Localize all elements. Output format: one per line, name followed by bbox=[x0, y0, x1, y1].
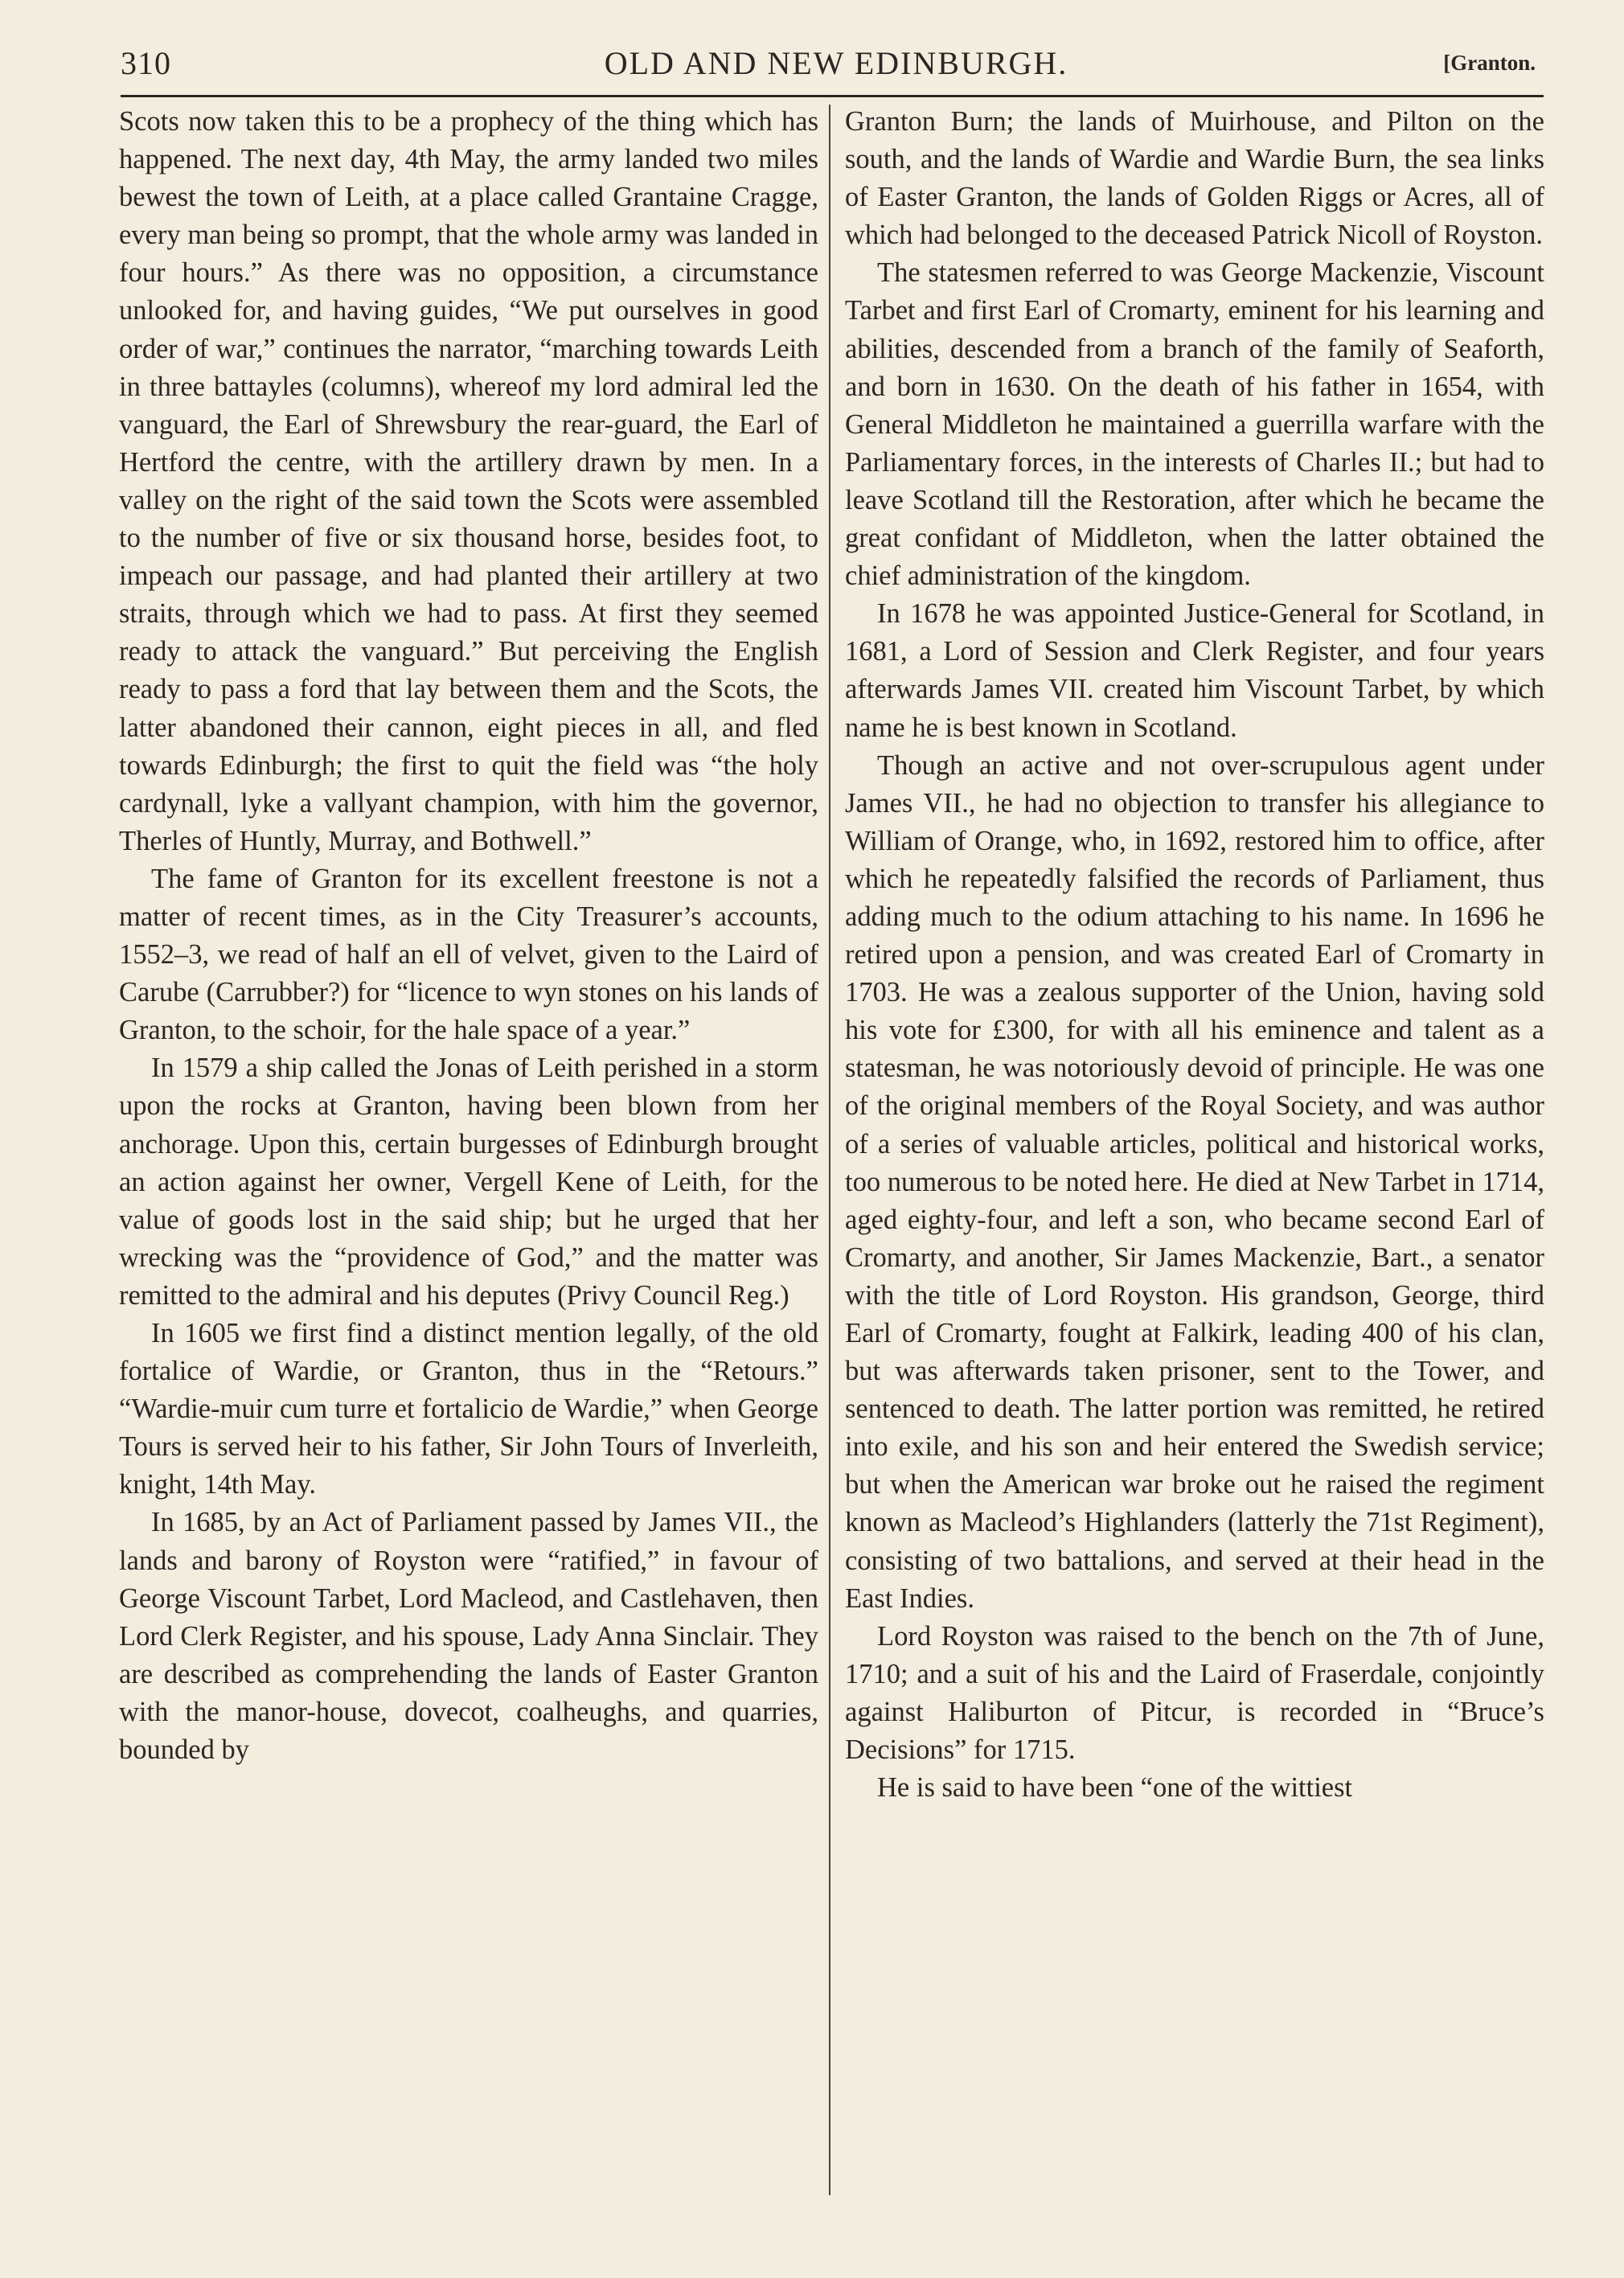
page-number: 310 bbox=[121, 45, 171, 81]
paragraph: The fame of Granton for its excellent freestone is not a matter of recent times, as in the City Treasurer’s accounts, 1552–3, we read of half an ell of velvet, given to the Laird of Carube (Carrubber?) for “licence to wyn stones on his lands of Granton, to the schoir, for the hale space of a year.” bbox=[119, 863, 818, 1046]
paragraph: He is said to have been “one of the wittiest bbox=[877, 1772, 1353, 1804]
paragraph: In 1605 we first find a distinct mention legally, of the old fortalice of Wardie, or Granton, thus in the “Retours.” “Wardie-muir cum turre et fortalicio de Wardie,” when George Tours is served heir to his father, Sir John Tours of Inverleith, knight, 14th May. bbox=[119, 1318, 818, 1500]
page-header bbox=[121, 44, 1552, 92]
paragraph: In 1579 a ship called the Jonas of Leith perished in a storm upon the rocks at Granton, having been blown from her anchorage. Upon this, certain burgesses of Edinburgh brought an action against her owner, Vergell Kene of Leith, for the value of goods lost in the said ship; but he urged that her wrecking was the “providence of God,” and the matter was remitted to the admiral and his deputes (Privy Council Reg.) bbox=[119, 1053, 818, 1311]
paragraph: Lord Royston was raised to the bench on the 7th of June, 1710; and a suit of his and the Laird of Fraserdale, conjointly against Haliburton of Pitcur, is recorded in “Bruce’s Decisions” for 1715. bbox=[845, 1620, 1544, 1766]
paragraph: Scots now taken this to be a prophecy of the thing which has happened. The next day, 4th May, the army landed two miles bewest the town of Leith, at a place called Grantaine Cragge, every man being so prompt, that the whole army was landed in four hours.” As there was no opposition, a circumstance unlooked for, and having guides, “We put ourselves in good order of war,” continues the narrator, “marching towards Leith in three battayles (columns), whereof my lord admiral led the vanguard, the Earl of Shrewsbury the rear-guard, the Earl of Hertford the centre, with the artillery drawn by men. In a valley on the right of the said town the Scots were assembled to the number of five or six thousand horse, besides foot, to impeach our passage, and had planted their artillery at two straits, through which we had to pass. At first they seemed ready to attack the vanguard.” But perceiving the English ready to pass a ford that lay between them and the Scots, the latter abandoned their cannon, eight pieces in all, and fled towards Edinburgh; the first to quit the field was “the holy cardynall, lyke a vallyant champion, with him the governor, Therles of Huntly, Murray, and Bothwell.” bbox=[119, 106, 818, 856]
paragraph: In 1685, by an Act of Parliament passed by James VII., the lands and barony of Royston were “ratified,” in favour of George Viscount Tarbet, Lord Macleod, and Castlehaven, then Lord Clerk Register, and his spouse, Lady Anna Sinclair. They are described as comprehending the lands of Easter Granton with the manor-house, dovecot, coalheughs, and quarries, bounded by bbox=[119, 1507, 818, 1766]
header-rule bbox=[121, 95, 1544, 97]
paragraph: The statesmen referred to was George Mackenzie, Viscount Tarbet and first Earl of Cromarty, eminent for his learning and abilities, descended from a branch of the family of Seaforth, and born in 1630. On the death of his father in 1654, with General Middleton he maintained a guerrilla warfare with the Parliamentary forces, in the interests of Charles II.; but had to leave Scotland till the Restoration, after which he became the great confidant of Middleton, when the latter obtained the chief administration of the kingdom. bbox=[845, 257, 1544, 592]
paragraph: Granton Burn; the lands of Muirhouse, and Pilton on the south, and the lands of Wardie and Wardie Burn, the sea links of Easter Granton, the lands of Golden Riggs or Acres, all of which had belonged to the deceased Patrick Nicoll of Royston. bbox=[845, 106, 1544, 251]
paragraph: Though an active and not over-scrupulous agent under James VII., he had no objection to transfer his allegiance to William of Orange, who, in 1692, restored him to office, after which he repeatedly falsified the records of Parliament, thus adding much to the odium attaching to his name. In 1696 he retired upon a pension, and was created Earl of Cromarty in 1703. He was a zealous supporter of the Union, having sold his vote for £300, for with all his eminence and talent as a statesman, he was notoriously devoid of principle. He was one of the original members of the Royal Society, and was author of a series of valuable articles, political and historical works, too numerous to be noted here. He died at New Tarbet in 1714, aged eighty-four, and left a son, who became second Earl of Cromarty, and another, Sir James Mackenzie, Bart., a senator with the title of Lord Royston. His grandson, George, third Earl of Cromarty, fought at Falkirk, leading 400 of his clan, but was afterwards taken prisoner, sent to the Tower, and sentenced to death. The latter portion was remitted, he retired into exile, and his son and heir entered the Swedish service; but when the American war broke out he raised the regiment known as Macleod’s Highlanders (latterly the 71st Regiment), consisting of two battalions, and served at their head in the East Indies. bbox=[845, 749, 1544, 1614]
right-column bbox=[845, 103, 1544, 1807]
paragraph: In 1678 he was appointed Justice-General for Scotland, in 1681, a Lord of Session and Clerk Register, and four years afterwards James VII. created him Viscount Tarbet, by which name he is best known in Scotland. bbox=[845, 598, 1544, 743]
left-column bbox=[119, 103, 818, 1769]
running-title: OLD AND NEW EDINBURGH. bbox=[604, 45, 1068, 81]
section-reference: [Granton. bbox=[1443, 51, 1536, 75]
column-divider bbox=[829, 105, 830, 2195]
